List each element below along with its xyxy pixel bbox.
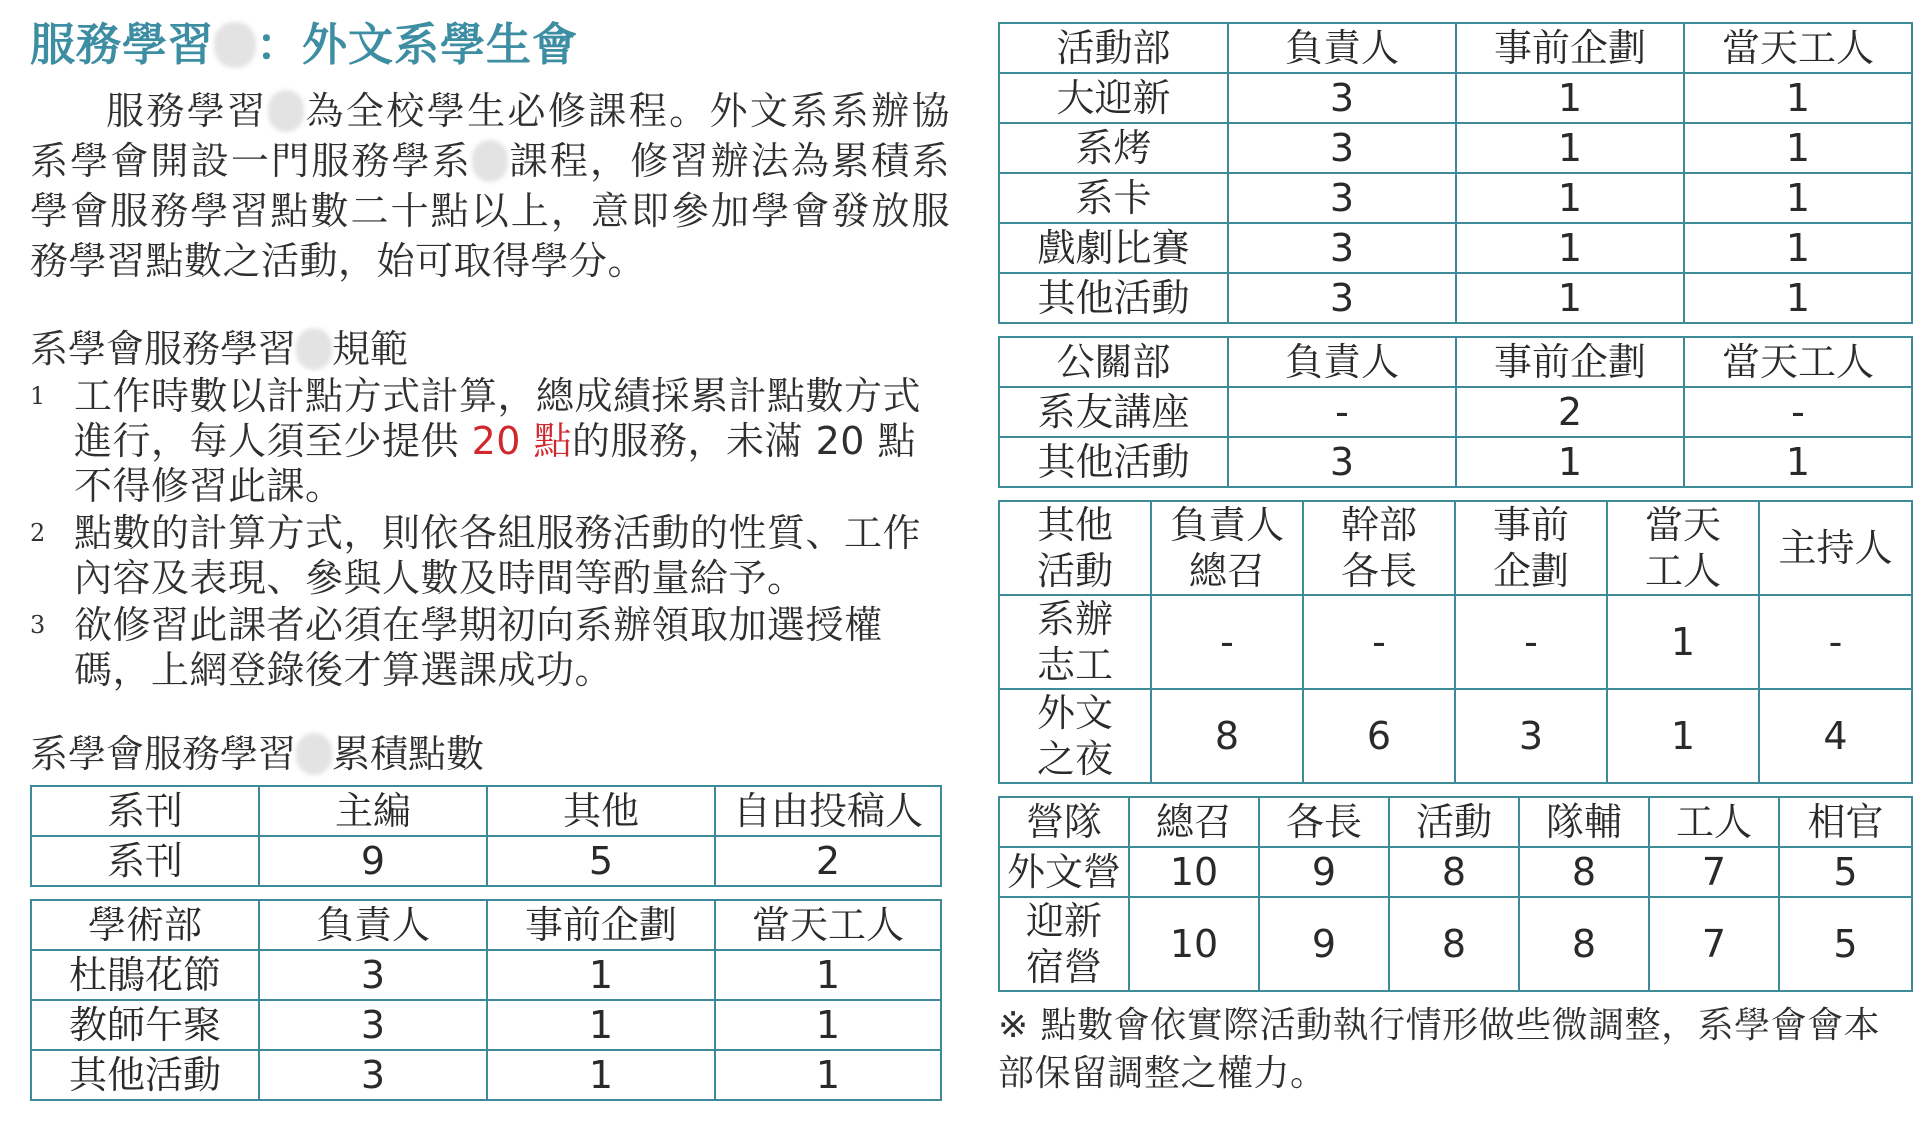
table-cell: 8 bbox=[1519, 897, 1649, 991]
table-cell: 8 bbox=[1389, 847, 1519, 897]
table-cell: 7 bbox=[1649, 847, 1779, 897]
table-cell: 9 bbox=[259, 836, 487, 886]
table-row bbox=[999, 273, 1912, 323]
table-cell: 1 bbox=[1607, 689, 1759, 783]
table-cell: 3 bbox=[1228, 123, 1456, 173]
rules-list bbox=[30, 374, 950, 693]
table-cell: 1 bbox=[1684, 73, 1912, 123]
table-row bbox=[999, 73, 1912, 123]
table-cell: 1 bbox=[715, 950, 941, 1000]
intro-text-1: 服務學習 bbox=[106, 89, 268, 133]
table-header-cell: 幹部 各長 bbox=[1303, 501, 1455, 595]
rule-item bbox=[30, 511, 950, 601]
table-header-cell: 當天 工人 bbox=[1607, 501, 1759, 595]
page-title bbox=[30, 10, 950, 80]
table-cell: 4 bbox=[1759, 689, 1912, 783]
table-cell: 8 bbox=[1151, 689, 1303, 783]
table-header-cell: 其他 bbox=[487, 786, 715, 836]
table-cell: 外文 之夜 bbox=[999, 689, 1151, 783]
table-header-cell: 營隊 bbox=[999, 797, 1129, 847]
table-cell: 3 bbox=[1228, 437, 1456, 487]
table-header-cell: 自由投稿人 bbox=[715, 786, 941, 836]
table-cell: 大迎新 bbox=[999, 73, 1228, 123]
table-header-cell: 事前企劃 bbox=[1456, 23, 1684, 73]
table-cell: 系辦 志工 bbox=[999, 595, 1151, 689]
table-cell: 1 bbox=[487, 1050, 715, 1100]
table-row bbox=[31, 836, 941, 886]
table-cell: 8 bbox=[1519, 847, 1649, 897]
table-header-cell: 總召 bbox=[1129, 797, 1259, 847]
table-row bbox=[999, 437, 1912, 487]
table-header-cell: 各長 bbox=[1259, 797, 1389, 847]
rule-text: 點數的計算方式，則依各組服務活動的性質、工作內容及表現、參與人數及時間等酌量給予。 bbox=[74, 511, 922, 600]
table-cell: 1 bbox=[1456, 273, 1684, 323]
table-header-row bbox=[999, 23, 1912, 73]
rule-number: 3 bbox=[30, 611, 46, 639]
table-cell: 1 bbox=[1456, 73, 1684, 123]
table-row bbox=[999, 223, 1912, 273]
table-row bbox=[31, 1050, 941, 1100]
table-cell: 1 bbox=[715, 1000, 941, 1050]
table-cell: 1 bbox=[1456, 123, 1684, 173]
left-column bbox=[30, 10, 950, 1101]
table-cell: 系烤 bbox=[999, 123, 1228, 173]
table-cell: 5 bbox=[1779, 897, 1912, 991]
table-cell: 1 bbox=[1684, 173, 1912, 223]
table-cell: 系卡 bbox=[999, 173, 1228, 223]
table-cell: 3 bbox=[259, 1050, 487, 1100]
table-cell: 杜鵑花節 bbox=[31, 950, 259, 1000]
table-row bbox=[999, 123, 1912, 173]
table-header-row bbox=[31, 786, 941, 836]
intro-text-2: 為全校學生必修課程。外文系系辦協系學會開設一門服務學系 bbox=[30, 89, 950, 183]
table-cell: 1 bbox=[715, 1050, 941, 1100]
table-cell: 其他活動 bbox=[31, 1050, 259, 1100]
table-header-row bbox=[999, 797, 1912, 847]
table-cell: 3 bbox=[259, 1000, 487, 1050]
rule-item bbox=[30, 603, 950, 693]
rules-heading-text: 系學會服務學習 bbox=[30, 327, 297, 371]
table-cell: 7 bbox=[1649, 897, 1779, 991]
rules-heading-suffix: 規範 bbox=[332, 327, 409, 371]
rules-heading bbox=[30, 324, 950, 374]
table-header-cell: 學術部 bbox=[31, 900, 259, 950]
rule-number: 2 bbox=[30, 519, 46, 547]
table-row bbox=[999, 897, 1912, 991]
points-heading-text: 系學會服務學習 bbox=[30, 732, 297, 776]
table-cell: 6 bbox=[1303, 689, 1455, 783]
other-table bbox=[998, 500, 1913, 784]
table-cell: 其他活動 bbox=[999, 273, 1228, 323]
table-cell: 1 bbox=[1684, 437, 1912, 487]
table-cell: - bbox=[1303, 595, 1455, 689]
table-header-cell: 活動 bbox=[1389, 797, 1519, 847]
table-header-cell: 當天工人 bbox=[1684, 337, 1912, 387]
activity-table-wrap bbox=[998, 22, 1911, 324]
table-cell: 1 bbox=[1684, 123, 1912, 173]
rule-number: 1 bbox=[30, 382, 46, 410]
redaction-mark bbox=[268, 90, 304, 132]
camp-table-wrap bbox=[998, 796, 1911, 992]
points-heading bbox=[30, 729, 950, 779]
table-cell: 戲劇比賽 bbox=[999, 223, 1228, 273]
table-cell: 1 bbox=[1684, 223, 1912, 273]
table-cell: 教師午聚 bbox=[31, 1000, 259, 1050]
table-cell: 5 bbox=[1779, 847, 1912, 897]
table-row bbox=[999, 847, 1912, 897]
intro-paragraph bbox=[30, 86, 950, 286]
table-header-cell: 活動部 bbox=[999, 23, 1228, 73]
table-header-cell: 當天工人 bbox=[1684, 23, 1912, 73]
table-cell: 5 bbox=[487, 836, 715, 886]
right-column bbox=[998, 22, 1911, 1098]
other-table-wrap bbox=[998, 500, 1911, 784]
table-header-cell: 其他 活動 bbox=[999, 501, 1151, 595]
table-cell: 3 bbox=[259, 950, 487, 1000]
points-heading-suffix: 累積點數 bbox=[332, 732, 485, 776]
rule-text: 工作時數以計點方式計算，總成績採累計點數方式進行，每人須至少提供 bbox=[74, 374, 922, 463]
pr-table-wrap bbox=[998, 336, 1911, 488]
table-cell: - bbox=[1151, 595, 1303, 689]
table-cell: 系友講座 bbox=[999, 387, 1228, 437]
table-cell: 1 bbox=[1456, 437, 1684, 487]
table-header-cell: 公關部 bbox=[999, 337, 1228, 387]
table-row bbox=[999, 595, 1912, 689]
table-cell: 外文營 bbox=[999, 847, 1129, 897]
table-row bbox=[31, 1000, 941, 1050]
adjustment-note: ※ 點數會依實際活動執行情形做些微調整，系學會會本部保留調整之權力。 bbox=[998, 1005, 1881, 1094]
table-cell: 9 bbox=[1259, 847, 1389, 897]
table-cell: 2 bbox=[1456, 387, 1684, 437]
table-header-cell: 負責人 bbox=[1228, 337, 1456, 387]
table-row bbox=[999, 689, 1912, 783]
table-cell: 系刊 bbox=[31, 836, 259, 886]
table-header-cell: 負責人 bbox=[259, 900, 487, 950]
table-cell: 1 bbox=[487, 950, 715, 1000]
table-cell: 8 bbox=[1389, 897, 1519, 991]
table-cell: 3 bbox=[1228, 173, 1456, 223]
journal-table-wrap bbox=[30, 785, 950, 887]
table-cell: 3 bbox=[1228, 223, 1456, 273]
activity-table bbox=[998, 22, 1913, 324]
table-cell: 其他活動 bbox=[999, 437, 1228, 487]
rule-text: 欲修習此課者必須在學期初向系辦領取加選授權碼，上網登錄後才算選課成功。 bbox=[74, 603, 883, 692]
table-cell: 1 bbox=[1456, 223, 1684, 273]
table-header-cell: 負責人 bbox=[1228, 23, 1456, 73]
table-cell: 迎新 宿營 bbox=[999, 897, 1129, 991]
title-suffix: ：外文系學生會 bbox=[256, 18, 579, 71]
academic-table bbox=[30, 899, 942, 1101]
camp-table bbox=[998, 796, 1913, 992]
table-header-row bbox=[999, 337, 1912, 387]
table-cell: - bbox=[1684, 387, 1912, 437]
table-cell: 1 bbox=[1607, 595, 1759, 689]
rule-highlight: 20 點 bbox=[471, 419, 573, 463]
table-cell: 3 bbox=[1228, 273, 1456, 323]
title-prefix: 服務學習 bbox=[30, 18, 215, 71]
table-cell: 9 bbox=[1259, 897, 1389, 991]
table-header-cell: 事前 企劃 bbox=[1455, 501, 1607, 595]
table-header-cell: 主持人 bbox=[1759, 501, 1912, 595]
table-header-cell: 系刊 bbox=[31, 786, 259, 836]
table-row bbox=[31, 950, 941, 1000]
table-cell: 2 bbox=[715, 836, 941, 886]
academic-table-wrap bbox=[30, 899, 950, 1101]
journal-table bbox=[30, 785, 942, 887]
table-cell: 10 bbox=[1129, 897, 1259, 991]
redaction-mark bbox=[214, 22, 256, 68]
table-header-cell: 主編 bbox=[259, 786, 487, 836]
table-header-cell: 工人 bbox=[1649, 797, 1779, 847]
redaction-mark bbox=[296, 328, 332, 370]
table-cell: 1 bbox=[1684, 273, 1912, 323]
table-header-cell: 事前企劃 bbox=[487, 900, 715, 950]
rule-item bbox=[30, 374, 950, 509]
table-row bbox=[999, 387, 1912, 437]
table-header-cell: 相官 bbox=[1779, 797, 1912, 847]
table-cell: - bbox=[1455, 595, 1607, 689]
rule-text: 的服務，未滿 20 點不得修習此課。 bbox=[74, 419, 917, 508]
table-header-cell: 事前企劃 bbox=[1456, 337, 1684, 387]
table-cell: - bbox=[1228, 387, 1456, 437]
pr-table bbox=[998, 336, 1913, 488]
table-header-cell: 當天工人 bbox=[715, 900, 941, 950]
redaction-mark bbox=[296, 733, 332, 775]
table-cell: 3 bbox=[1455, 689, 1607, 783]
table-header-cell: 隊輔 bbox=[1519, 797, 1649, 847]
table-cell: 10 bbox=[1129, 847, 1259, 897]
table-cell: 1 bbox=[1456, 173, 1684, 223]
table-header-cell: 負責人 總召 bbox=[1151, 501, 1303, 595]
table-row bbox=[999, 173, 1912, 223]
intro-text-3: 課程，修習辦法為累積系學會服務學習點數二十點以上，意即參加學會發放服務學習點數之活動，始可取得學分。 bbox=[30, 139, 950, 283]
table-cell: 1 bbox=[487, 1000, 715, 1050]
table-cell: - bbox=[1759, 595, 1912, 689]
table-cell: 3 bbox=[1228, 73, 1456, 123]
table-header-row bbox=[31, 900, 941, 950]
table-header-row bbox=[999, 501, 1912, 595]
redaction-mark bbox=[472, 140, 508, 182]
